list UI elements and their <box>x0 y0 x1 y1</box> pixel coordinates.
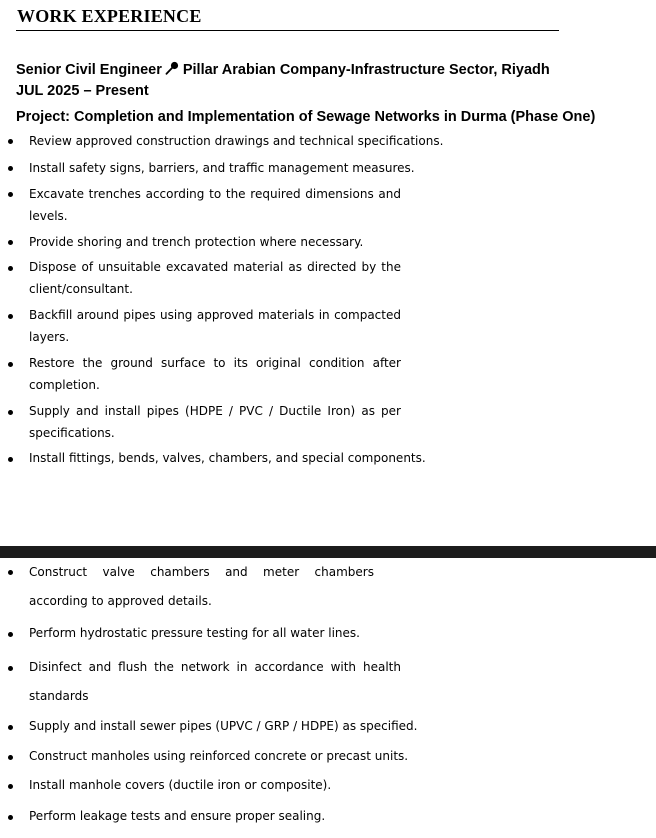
job-role: Senior Civil Engineer <box>16 62 162 78</box>
bullet-icon <box>8 166 13 171</box>
bullet-icon <box>8 457 13 462</box>
bullet-icon <box>8 815 13 820</box>
section-title: WORK EXPERIENCE <box>17 6 202 26</box>
section-divider <box>16 30 559 31</box>
bullet-icon <box>8 725 13 730</box>
bullet-icon <box>8 362 13 367</box>
bullet-icon <box>8 570 13 575</box>
bullet-icon <box>8 192 13 197</box>
employment-dates: JUL 2025 – Present <box>16 83 149 99</box>
bullet-icon <box>8 784 13 789</box>
bullet-icon <box>8 266 13 271</box>
bullet-icon <box>8 240 13 245</box>
bullet-icon <box>8 139 13 144</box>
bullet-icon <box>8 666 13 671</box>
page-break-band <box>0 546 656 558</box>
company-name: Pillar Arabian Company-Infrastructure Sector, Riyadh <box>182 62 550 78</box>
project-title: Project: Completion and Implementation of Sewage Networks in Durma (Phase One) <box>16 109 596 125</box>
bullet-icon <box>8 314 13 319</box>
pushpin-icon <box>165 61 179 79</box>
bullet-icon <box>8 410 13 415</box>
job-title-line <box>16 61 550 79</box>
bullet-icon <box>8 755 13 760</box>
bullet-icon <box>8 632 13 637</box>
